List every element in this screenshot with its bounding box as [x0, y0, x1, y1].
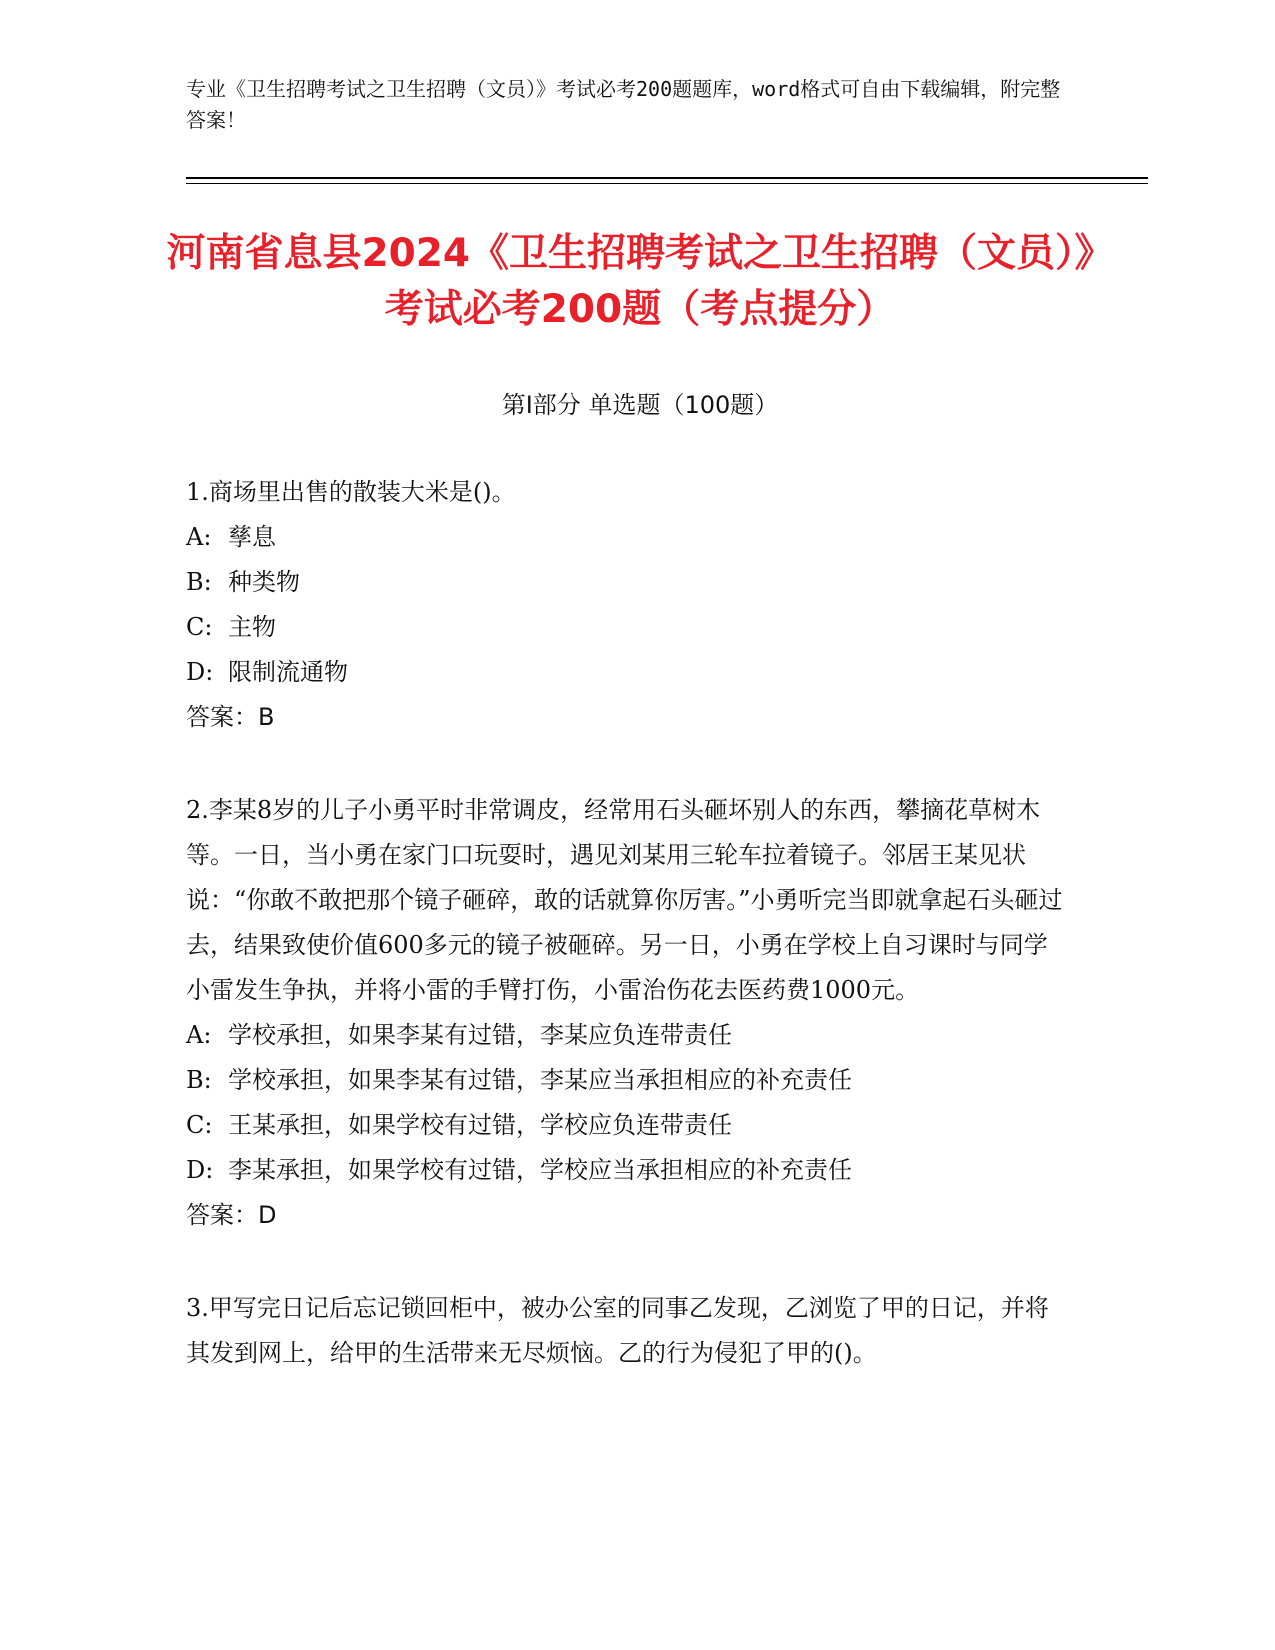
- question-1: [186, 470, 1066, 740]
- question-list: [186, 470, 1066, 1424]
- option-label: D:: [186, 658, 214, 686]
- header-divider-thin: [186, 183, 1148, 184]
- option-c: [186, 605, 1066, 650]
- option-label: D:: [186, 1156, 214, 1184]
- option-b: [186, 560, 1066, 605]
- option-text: 王某承担，如果学校有过错，学校应负连带责任: [228, 1111, 732, 1139]
- answer: 答案：B: [186, 703, 275, 731]
- header-note: 专业《卫生招聘考试之卫生招聘（文员）》考试必考200题题库，word格式可自由下载编辑，附完整答案！: [186, 77, 1061, 132]
- option-d: [186, 1148, 1066, 1193]
- option-label: A:: [186, 523, 212, 551]
- question-3: [186, 1286, 1066, 1376]
- header-divider-thick: [186, 177, 1148, 179]
- option-text: 李某承担，如果学校有过错，学校应当承担相应的补充责任: [228, 1156, 852, 1184]
- option-label: B:: [186, 1066, 212, 1094]
- option-label: C:: [186, 1111, 213, 1139]
- option-b: [186, 1058, 1066, 1103]
- document-title: 河南省息县2024《卫生招聘考试之卫生招聘（文员）》考试必考200题（考点提分）: [166, 231, 1114, 332]
- section-title: 第Ⅰ部分 单选题（100题）: [501, 391, 779, 419]
- option-a: [186, 1013, 1066, 1058]
- option-d: [186, 650, 1066, 695]
- question-2: [186, 788, 1066, 1238]
- option-text: 学校承担，如果李某有过错，李某应当承担相应的补充责任: [228, 1066, 852, 1094]
- option-label: C:: [186, 613, 213, 641]
- question-stem: 1.商场里出售的散装大米是()。: [186, 478, 516, 506]
- option-label: A:: [186, 1021, 212, 1049]
- option-a: [186, 515, 1066, 560]
- option-text: 种类物: [228, 568, 300, 596]
- answer: 答案：D: [186, 1201, 277, 1229]
- question-stem: 2.李某8岁的儿子小勇平时非常调皮，经常用石头砸坏别人的东西，攀摘花草树木等。一日，当小勇在家门口玩耍时，遇见刘某用三轮车拉着镜子。邻居王某见状说：“你敢不敢把那个镜子砸碎，敢的话就算你厉害。”小勇听完当即就拿起石头砸过去，结果致使价值600多元的镜子被砸碎。另一日，小勇在学校上自习课时与同学小雷发生争执，并将小雷的手臂打伤，小雷治伤花去医药费1000元。: [186, 796, 1063, 1004]
- option-text: 学校承担，如果李某有过错，李某应负连带责任: [228, 1021, 732, 1049]
- option-text: 孳息: [228, 523, 276, 551]
- option-text: 限制流通物: [228, 658, 348, 686]
- option-label: B:: [186, 568, 212, 596]
- option-c: [186, 1103, 1066, 1148]
- question-stem: 3.甲写完日记后忘记锁回柜中，被办公室的同事乙发现，乙浏览了甲的日记，并将其发到网上，给甲的生活带来无尽烦恼。乙的行为侵犯了甲的()。: [186, 1294, 1049, 1367]
- option-text: 主物: [228, 613, 276, 641]
